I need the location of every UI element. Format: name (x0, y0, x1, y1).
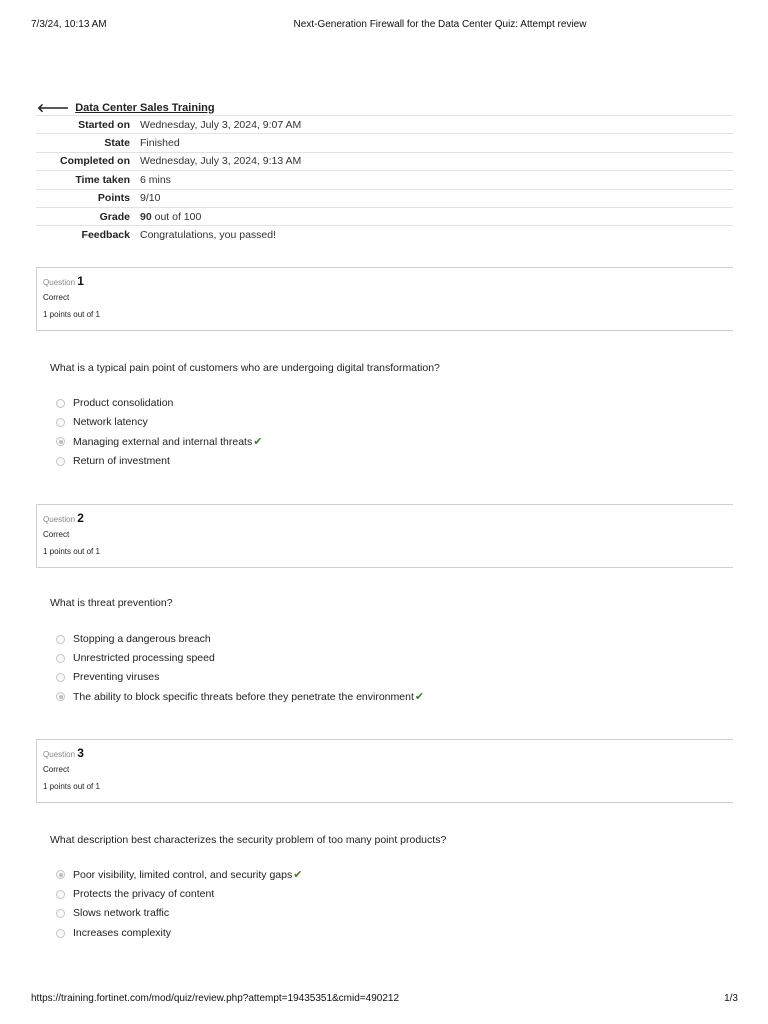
radio-button[interactable] (56, 457, 65, 466)
question-number: Question 3 (43, 746, 84, 760)
answer-option[interactable]: Protects the privacy of content (56, 888, 214, 900)
summary-label: Started on (78, 118, 130, 131)
summary-row (36, 116, 733, 134)
answer-option[interactable]: Increases complexity (56, 927, 171, 939)
radio-button[interactable] (56, 399, 65, 408)
summary-label: Feedback (81, 229, 130, 242)
answer-option[interactable]: Network latency (56, 416, 148, 428)
summary-row (36, 171, 733, 189)
summary-label: Grade (99, 210, 130, 223)
radio-button[interactable] (56, 673, 65, 682)
summary-value: Wednesday, July 3, 2024, 9:13 AM (140, 155, 302, 168)
question-grade: 1 points out of 1 (43, 547, 100, 556)
back-to-course-link[interactable] (37, 100, 215, 115)
summary-row (36, 152, 733, 170)
answer-option[interactable]: Slows network traffic (56, 907, 169, 919)
question-state: Correct (43, 765, 70, 774)
checkmark-icon: ✔ (414, 691, 425, 703)
summary-label: Points (97, 192, 130, 205)
checkmark-icon: ✔ (253, 436, 263, 448)
answer-option[interactable]: The ability to block specific threats before they penetrate the environment ✔ (56, 690, 424, 703)
answer-option[interactable]: Poor visibility, limited control, and security gaps ✔ (56, 868, 302, 881)
question-grade: 1 points out of 1 (43, 310, 100, 319)
question-info-2 (36, 504, 733, 568)
answer-option[interactable]: Product consolidation (56, 397, 173, 409)
summary-value: 9/10 (140, 192, 161, 205)
summary-label: State (104, 137, 130, 150)
radio-button[interactable] (56, 418, 65, 427)
summary-row (36, 207, 733, 225)
question-number: Question 1 (43, 274, 84, 288)
summary-value: Congratulations, you passed! (140, 229, 277, 242)
summary-row (36, 189, 733, 207)
summary-label: Time taken (75, 173, 130, 186)
answer-option[interactable]: Stopping a dangerous breach (56, 633, 211, 645)
print-url: https://training.fortinet.com/mod/quiz/review.php?attempt=19435351&cmid=490212 (31, 993, 400, 1004)
summary-value: Finished (140, 137, 180, 150)
question-text-1: What is a typical pain point of customers who are undergoing digital transformation? (50, 362, 440, 374)
radio-button[interactable] (56, 654, 65, 663)
answer-option[interactable]: Managing external and internal threats ✔ (56, 435, 262, 448)
summary-row (36, 134, 733, 152)
question-state: Correct (43, 530, 70, 539)
radio-button-selected[interactable] (56, 437, 65, 446)
summary-row (36, 226, 733, 244)
print-title: Next-Generation Firewall for the Data Center Quiz: Attempt review (293, 19, 587, 30)
radio-button[interactable] (56, 929, 65, 938)
radio-button[interactable] (56, 909, 65, 918)
question-state: Correct (43, 293, 70, 302)
question-text-3: What description best characterizes the security problem of too many point products? (50, 834, 447, 846)
radio-button-selected[interactable] (56, 692, 65, 701)
checkmark-icon: ✔ (293, 869, 303, 881)
summary-value (140, 207, 733, 225)
question-info-1 (36, 267, 733, 331)
summary-label: Completed on (60, 155, 130, 168)
print-page-number: 1/3 (724, 993, 738, 1004)
back-link-label: Data Center Sales Training (75, 101, 215, 114)
summary-value: Wednesday, July 3, 2024, 9:07 AM (140, 118, 302, 131)
grade-value: 90 (140, 210, 152, 223)
radio-button[interactable] (56, 635, 65, 644)
question-text-2: What is threat prevention? (50, 597, 173, 609)
question-number: Question 2 (43, 511, 84, 525)
arrow-left-icon: 🡐 (37, 101, 70, 115)
question-grade: 1 points out of 1 (43, 782, 100, 791)
attempt-summary-table (36, 115, 733, 244)
print-date: 7/3/24, 10:13 AM (31, 19, 107, 30)
radio-button[interactable] (56, 890, 65, 899)
answer-option[interactable]: Unrestricted processing speed (56, 652, 215, 664)
grade-suffix: out of 100 (151, 210, 202, 223)
radio-button-selected[interactable] (56, 870, 65, 879)
question-info-3 (36, 739, 733, 803)
summary-value: 6 mins (140, 173, 171, 186)
answer-option[interactable]: Preventing viruses (56, 671, 159, 683)
answer-option[interactable]: Return of investment (56, 455, 170, 467)
